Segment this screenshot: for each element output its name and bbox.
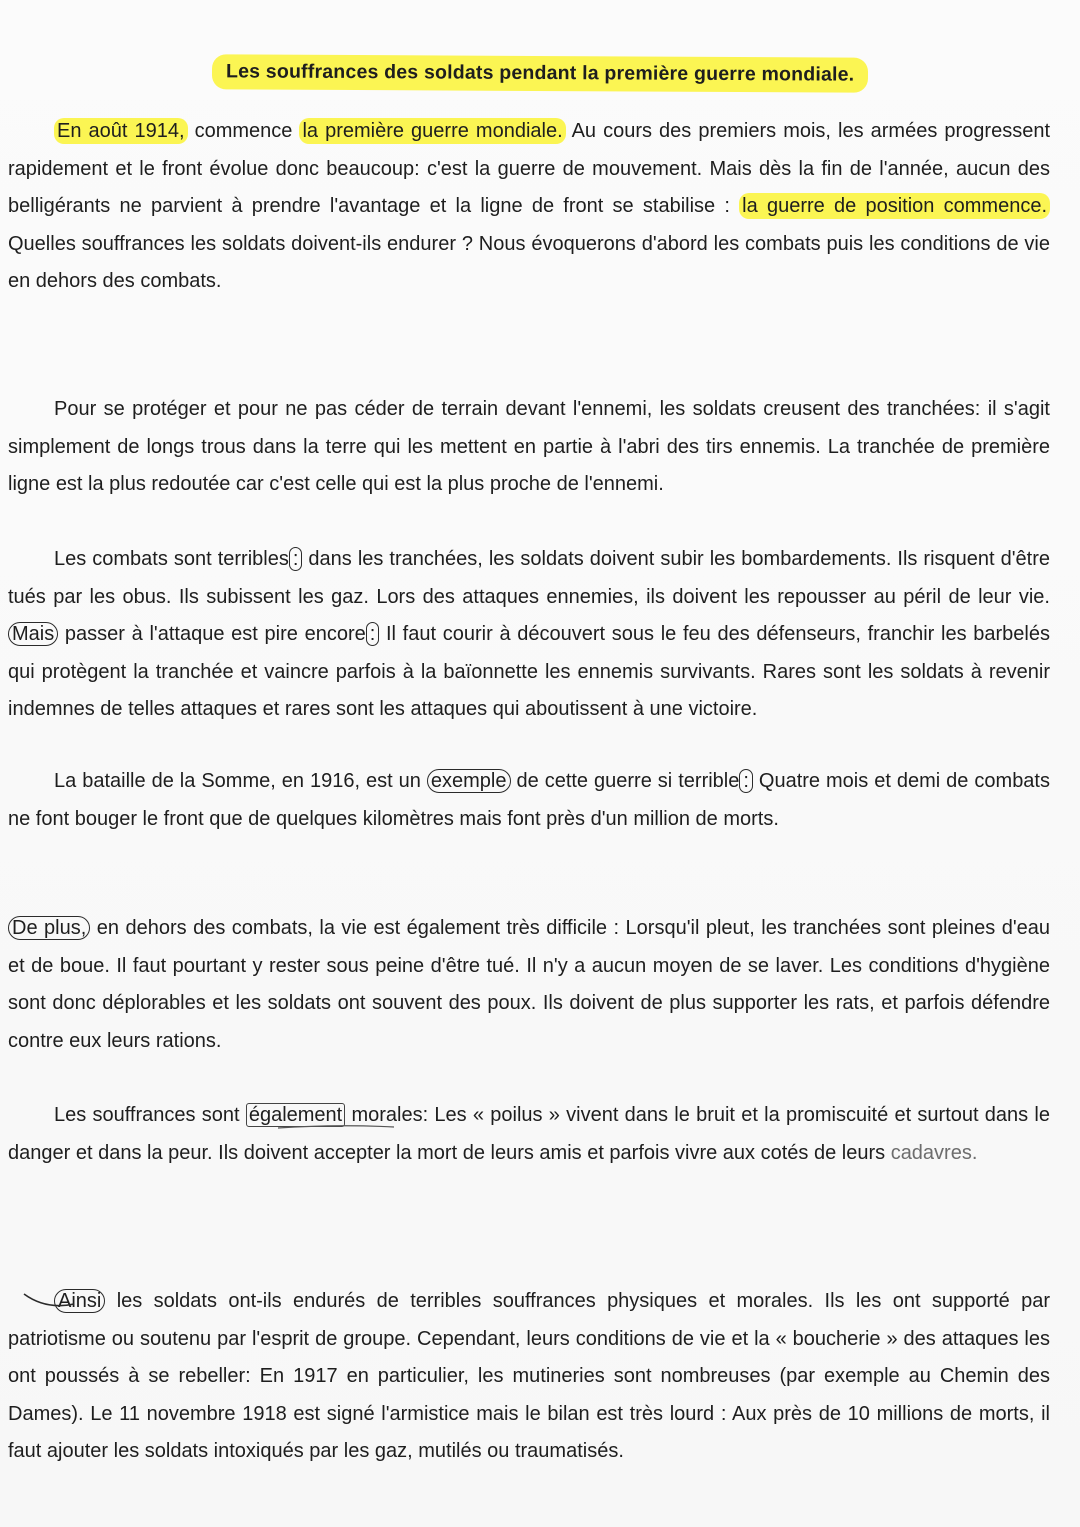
- living-text-1: en dehors des combats, la vie est également très difficile: [90, 917, 608, 939]
- somme-paragraph: [8, 763, 1050, 838]
- living-text-2: Lorsqu'il pleut, les tranchées sont pleines d'eau et de boue. Il faut pourtant y rester sous peine d'être tué. Il n'y a aucun moyen de se laver. Les conditions d'hygiène sont donc déplorables et les soldats ont souvent des poux. Ils doivent de plus supporter les rats, et parfois défendre contre eux leurs rations.: [8, 917, 1051, 1052]
- intro-text-1: commence: [187, 120, 300, 142]
- title-container: [0, 56, 1080, 91]
- conclusion-text: les soldats ont-ils endurés de terribles souffrances physiques et morales. Ils les ont supporté par patriotisme ou soutenu par l'esprit de groupe. Cependant, leurs conditions de vie et la « boucherie » des attaques les ont poussés à se rebeller: En 1917 en particulier, les mutineries sont nombreuses (par exemple au Chemin des Dames). Le 11 novembre 1918 est signé l'armistice mais le bilan est très lourd : Aux près de 10 millions de morts, il faut ajouter les soldats intoxiqués par les gaz, mutilés ou traumatisés.: [8, 1290, 1050, 1462]
- somme-text-1: La bataille de la Somme, en 1916, est un: [54, 770, 427, 792]
- boxed-egalement: également: [246, 1103, 345, 1127]
- circled-colon: :: [366, 622, 380, 646]
- circled-exemple: exemple: [427, 769, 511, 793]
- circled-punctuation: :: [289, 547, 303, 571]
- moral-text-2: morales: Les « poilus » vivent dans le bruit et la promiscuité et surtout dans le danger et dans la peur. Ils doivent accepter la mort de leurs amis et parfois vivre aux cotés de leurs: [8, 1104, 1050, 1164]
- highlight-date: En août 1914,: [54, 118, 188, 144]
- moral-text-1: Les souffrances sont: [54, 1104, 246, 1126]
- circled-mais: Mais: [8, 622, 58, 646]
- colon-mark: :: [607, 917, 626, 939]
- combat-paragraph: [8, 541, 1050, 729]
- highlight-war: la première guerre mondiale.: [299, 118, 565, 144]
- trenches-paragraph: Pour se protéger et pour ne pas céder de terrain devant l'ennemi, les soldats creusent des tranchées: il s'agit simplement de longs trous dans la terre qui les mettent en partie à l'abri des tirs ennemis. La tranchée de première ligne est la plus redoutée car c'est celle qui est la plus proche de l'ennemi.: [8, 398, 1050, 495]
- combat-text-2: dans les tranchées, les soldats doivent subir les bombardements. Ils risquent d'être tués par les obus. Ils subissent les gaz. Lors des attaques ennemies, ils doivent les repousser au péril de leur vie.: [8, 548, 1051, 608]
- circled-colon-2: :: [739, 769, 753, 793]
- conclusion-paragraph: [8, 1283, 1050, 1471]
- somme-text-3: Quatre mois et demi de combats ne font bouger le front que de quelques kilomètres mais font près d'un million de morts.: [8, 770, 1050, 830]
- combat-text-1: Les combats sont terribles: [54, 548, 289, 570]
- somme-text-2: de cette guerre si terrible: [510, 770, 740, 792]
- pen-arrow-icon: [22, 1288, 78, 1316]
- pen-underline-icon: [276, 1123, 396, 1133]
- moral-paragraph: [8, 1097, 1050, 1172]
- intro-paragraph: [8, 113, 1050, 301]
- circled-ainsi: Ainsi: [54, 1289, 105, 1313]
- combat-text-4: Il faut courir à découvert sous le feu des défenseurs, franchir les barbelés qui protègent la tranchée et vaincre parfois à la baïonnette les ennemis survivants. Rares sont les soldats à revenir indemnes de telles attaques et rares sont les attaques qui aboutissent à une victoire.: [8, 623, 1050, 720]
- document-title: Les souffrances des soldats pendant la première guerre mondiale.: [212, 54, 869, 92]
- intro-text-3: Quelles souffrances les soldats doivent-ils endurer ? Nous évoquerons d'abord les combats puis les conditions de vie en dehors des combats.: [8, 232, 1050, 292]
- intro-text-2: Au cours des premiers mois, les armées progressent rapidement et le front évolue donc beaucoup: c'est la guerre de mouvement. Mais dès la fin de l'année, aucun des belligérants ne parvient à prendre l'avantage et la ligne de front se stabilise :: [8, 120, 1050, 217]
- highlight-position-war: la guerre de position commence.: [739, 193, 1050, 219]
- circled-de-plus: De plus,: [8, 916, 90, 940]
- moral-text-3: cadavres.: [890, 1141, 978, 1164]
- combat-text-3: passer à l'attaque est pire encore: [58, 623, 366, 645]
- living-conditions-paragraph: [8, 910, 1050, 1060]
